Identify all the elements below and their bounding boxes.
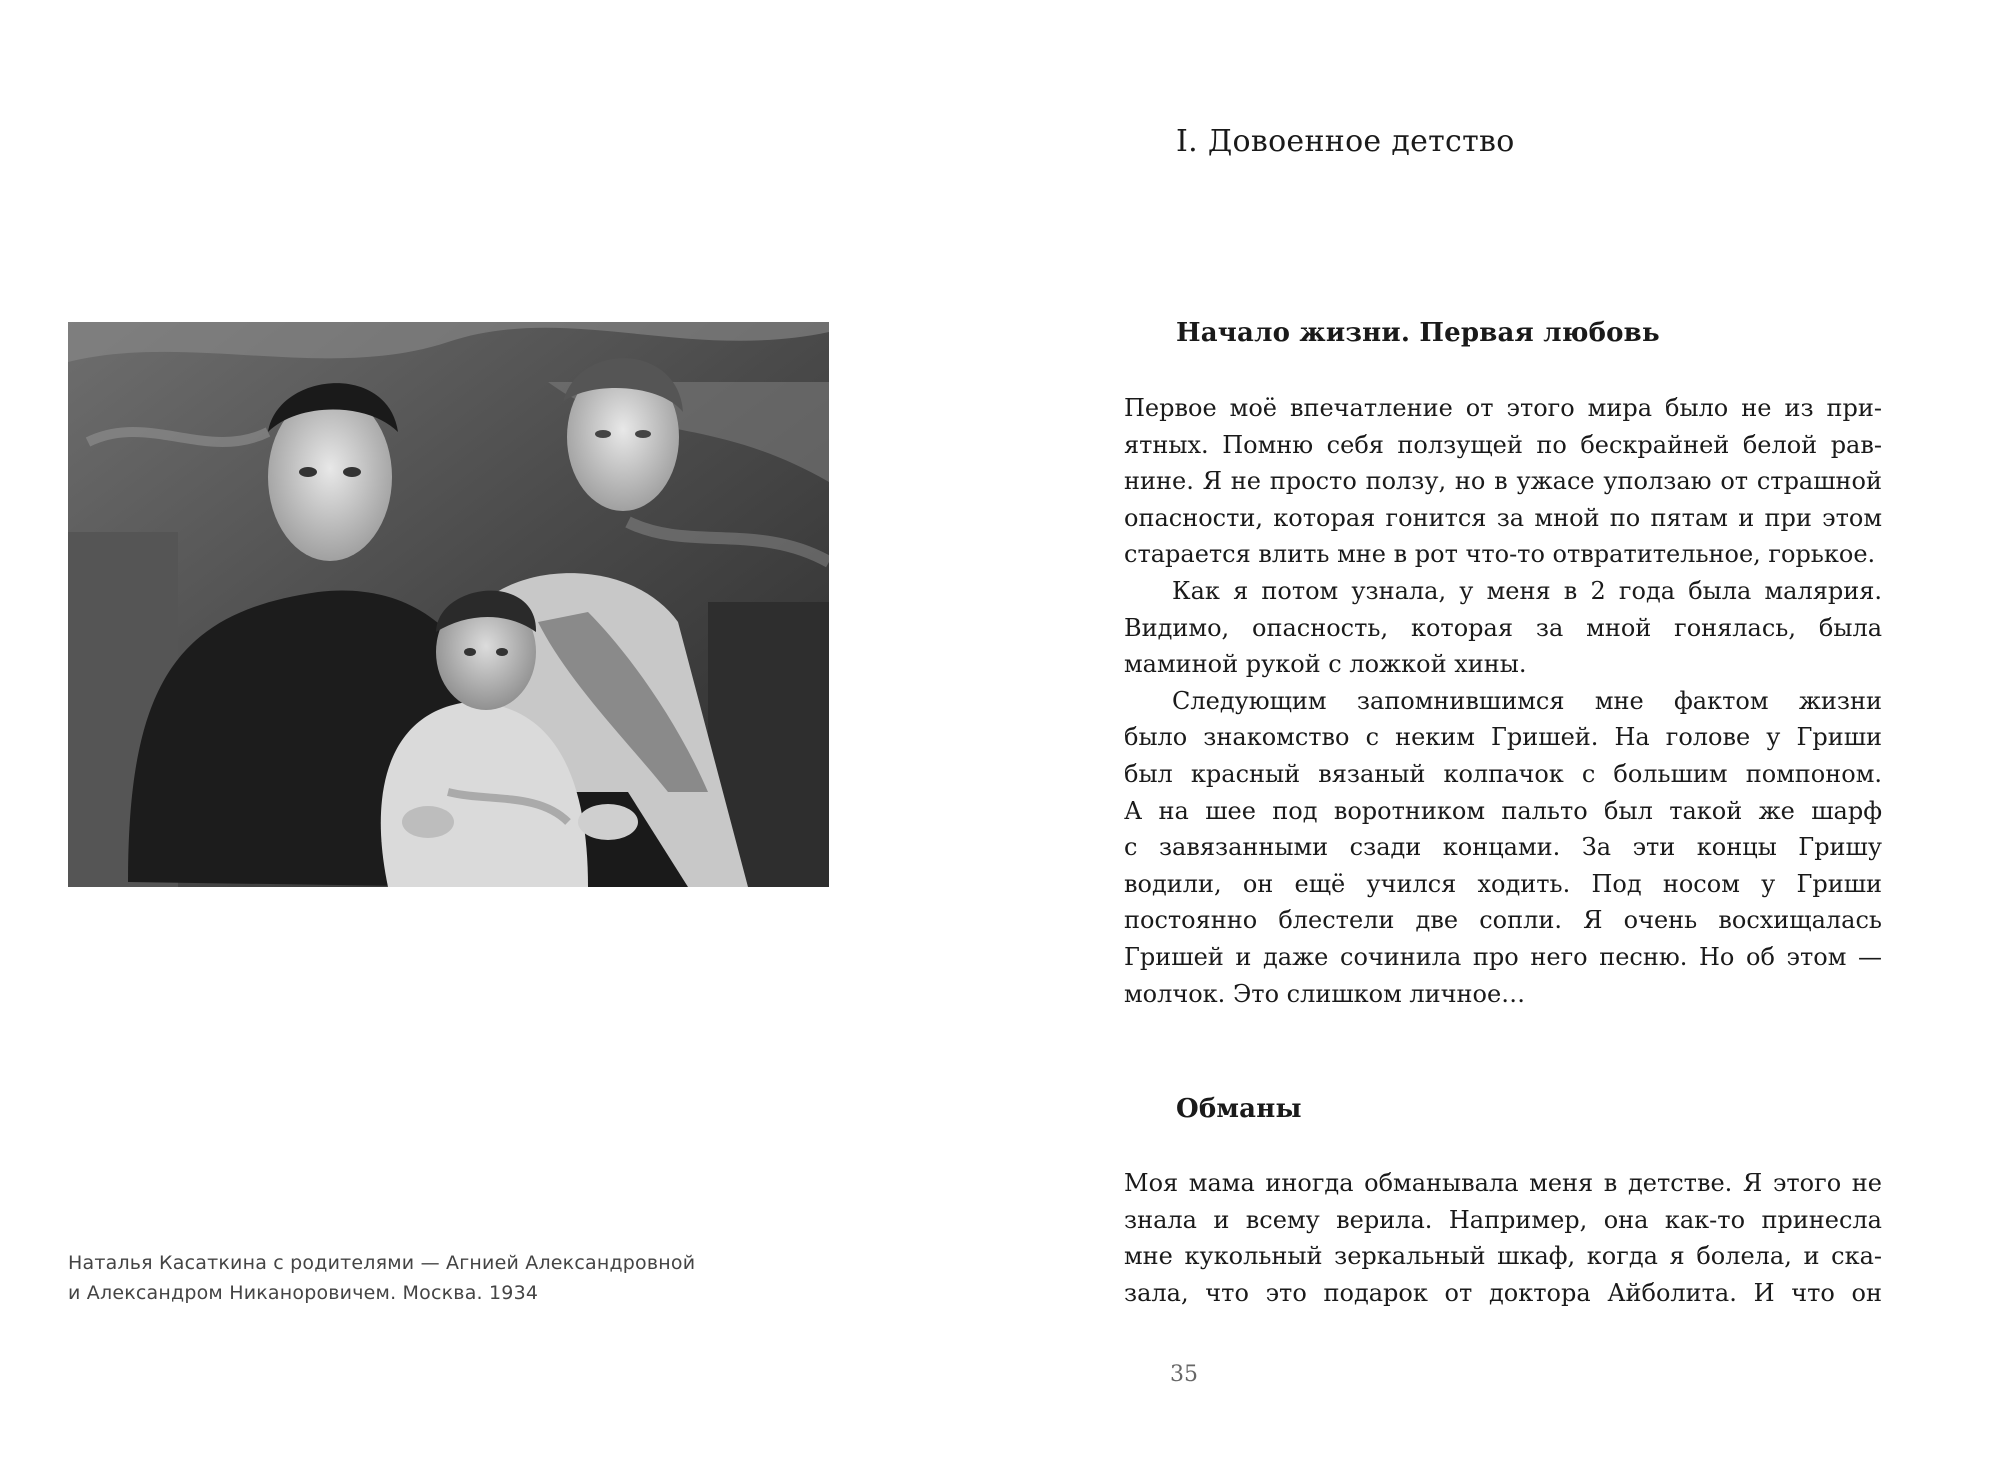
text-line: было знакомство с неким Гришей. На голове у Гриши (1124, 723, 1882, 752)
text-line: маминой рукой с ложкой хины. (1124, 650, 1527, 679)
text-line: Моя мама иногда обманывала меня в детстве. Я этого не (1124, 1169, 1882, 1197)
caption-line: Наталья Касаткина с родителями — Агнией Александровной (68, 1252, 696, 1274)
right-page (1000, 0, 2000, 1474)
text-line: Как я потом узнала, у меня в 2 года была малярия. (1172, 576, 1882, 605)
section-title-beginning: Начало жизни. Первая любовь (1176, 318, 1660, 348)
text-line: с завязанными сзади концами. За эти концы Гришу (1124, 833, 1882, 862)
text-line: знала и всему верила. Например, она как-то принесла (1124, 1205, 1882, 1234)
section-body-deceptions (1124, 1165, 1882, 1311)
text-line: молчок. Это слишком личное… (1124, 979, 1526, 1008)
page-number: 35 (1170, 1362, 1198, 1387)
text-line: мне кукольный зеркальный шкаф, когда я болела, и ска- (1124, 1242, 1882, 1271)
text-line: Видимо, опасность, которая за мной гонялась, была (1124, 613, 1882, 642)
text-line: А на шее под воротником пальто был такой же шарф (1124, 796, 1882, 825)
text-line: Первое моё впечатление от этого мира было не из при- (1124, 394, 1882, 422)
caption-line: и Александром Никаноровичем. Москва. 1934 (68, 1282, 539, 1304)
photo-caption (68, 1248, 828, 1308)
chapter-title: I. Довоенное детство (1176, 124, 1515, 159)
text-line: нине. Я не просто ползу, но в ужасе уползаю от страшной (1124, 467, 1882, 496)
family-photo-icon (68, 322, 829, 887)
text-line: старается влить мне в рот что-то отвратительное, горькое. (1124, 540, 1876, 569)
text-line: постоянно блестели две сопли. Я очень восхищалась (1124, 906, 1882, 935)
text-line: Следующим запомнившимся мне фактом жизни (1172, 686, 1882, 715)
text-line: опасности, которая гонится за мной по пятам и при этом (1124, 503, 1882, 532)
text-line: ятных. Помню себя ползущей по бескрайней белой рав- (1124, 430, 1882, 459)
section-title-deceptions: Обманы (1176, 1094, 1302, 1124)
family-photo (68, 322, 829, 887)
text-line: водили, он ещё учился ходить. Под носом у Гриши (1124, 869, 1882, 898)
text-line: зала, что это подарок от доктора Айболита. И что он (1124, 1278, 1882, 1307)
text-line: Гришей и даже сочинила про него песню. Но об этом — (1124, 942, 1882, 971)
text-line: был красный вязаный колпачок с большим помпоном. (1124, 759, 1882, 788)
section-body-beginning (1124, 390, 1882, 1012)
